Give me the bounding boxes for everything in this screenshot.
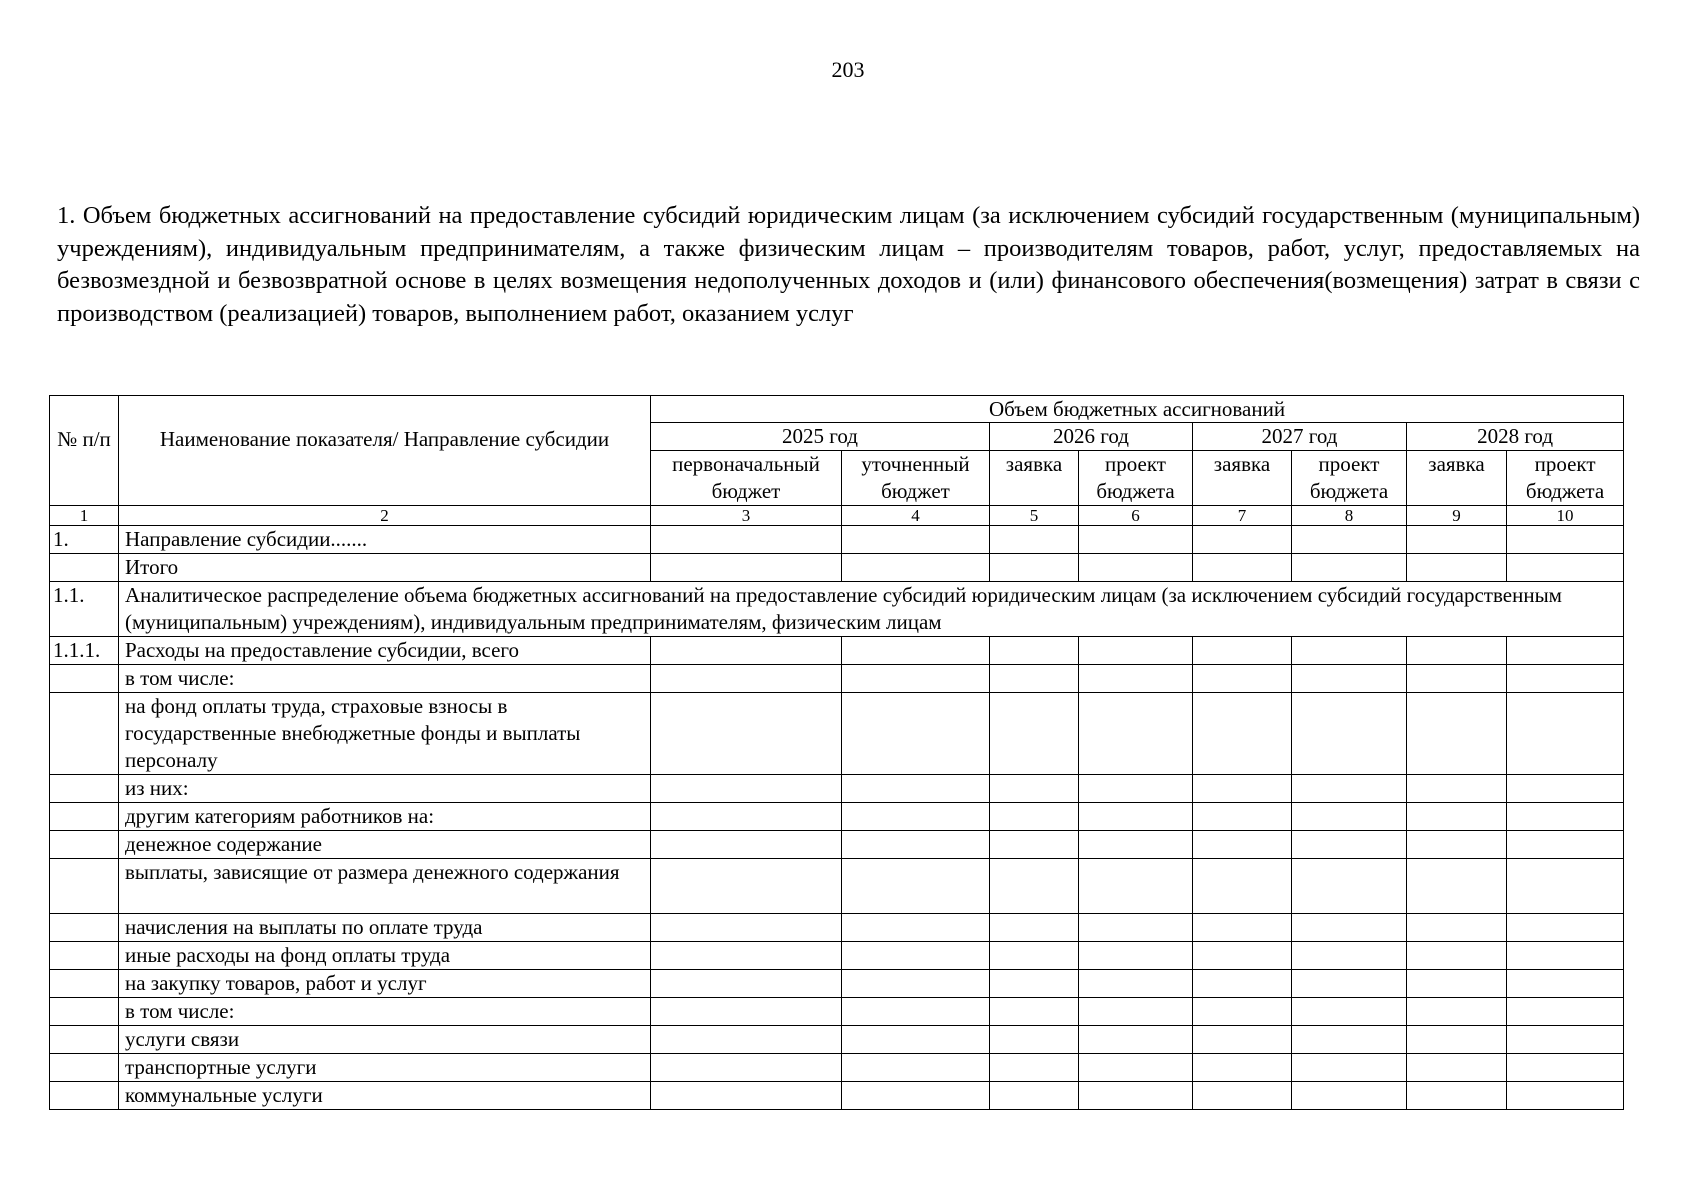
value-cell — [1292, 693, 1407, 775]
row-indicator-name: коммунальные услуги — [119, 1082, 651, 1110]
column-index: 2 — [119, 506, 651, 526]
column-index: 1 — [50, 506, 119, 526]
value-cell — [990, 803, 1079, 831]
value-cell — [990, 693, 1079, 775]
header-subcolumn: заявка — [990, 451, 1079, 506]
value-cell — [651, 942, 842, 970]
value-cell — [1193, 637, 1292, 665]
header-indicator-name: Наименование показателя/ Направление субсидии — [119, 396, 651, 506]
value-cell — [990, 665, 1079, 693]
value-cell — [1507, 942, 1624, 970]
value-cell — [990, 859, 1079, 914]
value-cell — [1292, 914, 1407, 942]
header-subcolumn: проект бюджета — [1292, 451, 1407, 506]
row-indicator-name: на фонд оплаты труда, страховые взносы в государственные внебюджетные фонды и выплаты персоналу — [119, 693, 651, 775]
value-cell — [651, 526, 842, 554]
column-index-row — [50, 506, 1624, 526]
value-cell — [651, 998, 842, 1026]
value-cell — [651, 693, 842, 775]
value-cell — [1507, 554, 1624, 582]
value-cell — [842, 637, 990, 665]
table-row — [50, 859, 1624, 914]
table-row — [50, 665, 1624, 693]
value-cell — [842, 1054, 990, 1082]
value-cell — [1079, 637, 1193, 665]
value-cell — [990, 942, 1079, 970]
row-number — [50, 1082, 119, 1110]
value-cell — [842, 998, 990, 1026]
value-cell — [842, 554, 990, 582]
value-cell — [1193, 1082, 1292, 1110]
value-cell — [1193, 914, 1292, 942]
header-subcolumn: уточненный бюджет — [842, 451, 990, 506]
column-index: 10 — [1507, 506, 1624, 526]
row-indicator-name: другим категориям работников на: — [119, 803, 651, 831]
value-cell — [651, 775, 842, 803]
value-cell — [1193, 693, 1292, 775]
value-cell — [1079, 1082, 1193, 1110]
value-cell — [842, 831, 990, 859]
row-number — [50, 693, 119, 775]
table-body — [50, 506, 1624, 1110]
row-number: 1. — [50, 526, 119, 554]
table-row — [50, 831, 1624, 859]
value-cell — [842, 970, 990, 998]
value-cell — [1193, 942, 1292, 970]
value-cell — [1079, 526, 1193, 554]
column-index: 7 — [1193, 506, 1292, 526]
value-cell — [1079, 914, 1193, 942]
value-cell — [1079, 693, 1193, 775]
value-cell — [651, 914, 842, 942]
page-number: 203 — [831, 57, 865, 82]
row-indicator-name: денежное содержание — [119, 831, 651, 859]
table-row — [50, 1026, 1624, 1054]
row-indicator-name: на закупку товаров, работ и услуг — [119, 970, 651, 998]
table-row — [50, 942, 1624, 970]
value-cell — [1079, 803, 1193, 831]
value-cell — [1079, 970, 1193, 998]
value-cell — [990, 637, 1079, 665]
value-cell — [1079, 859, 1193, 914]
value-cell — [1079, 998, 1193, 1026]
value-cell — [1193, 526, 1292, 554]
value-cell — [990, 1082, 1079, 1110]
row-indicator-name: Итого — [119, 554, 651, 582]
value-cell — [1292, 831, 1407, 859]
header-year-2025: 2025 год — [651, 423, 990, 451]
row-number — [50, 970, 119, 998]
value-cell — [651, 665, 842, 693]
row-number — [50, 665, 119, 693]
value-cell — [1507, 803, 1624, 831]
value-cell — [1407, 637, 1507, 665]
value-cell — [1507, 859, 1624, 914]
row-number — [50, 1026, 119, 1054]
value-cell — [842, 693, 990, 775]
table-row — [50, 554, 1624, 582]
header-year-2028: 2028 год — [1407, 423, 1624, 451]
header-subcolumn: заявка — [1407, 451, 1507, 506]
value-cell — [1407, 1026, 1507, 1054]
value-cell — [1292, 859, 1407, 914]
header-year-2027: 2027 год — [1193, 423, 1407, 451]
table-row — [50, 526, 1624, 554]
header-group-title: Объем бюджетных ассигнований — [651, 396, 1624, 423]
value-cell — [1193, 1054, 1292, 1082]
table-row — [50, 637, 1624, 665]
row-indicator-name: услуги связи — [119, 1026, 651, 1054]
row-number — [50, 1054, 119, 1082]
row-indicator-name: Аналитическое распределение объема бюджетных ассигнований на предоставление субсидий юридическим лицам (за исключением субсидий государственным (муниципальным) учреждениям), индивидуальным предпринимателям, физическим лицам — [119, 582, 1624, 637]
value-cell — [651, 803, 842, 831]
row-number — [50, 803, 119, 831]
row-number — [50, 859, 119, 914]
section-heading: 1. Объем бюджетных ассигнований на предоставление субсидий юридическим лицам (за исключением субсидий государственным (муниципальным) учреждениям), индивидуальным предпринимателям, а также физическим лицам – производителям товаров, работ, услуг, предоставляемых на безвозмездной и безвозвратной основе в целях возмещения недополученных доходов и (или) финансового обеспечения(возмещения) затрат в связи с производством (реализацией) товаров, выполнением работ, оказанием услуг — [57, 202, 1640, 327]
row-indicator-name: Направление субсидии....... — [119, 526, 651, 554]
row-number — [50, 914, 119, 942]
value-cell — [1079, 554, 1193, 582]
value-cell — [1292, 1054, 1407, 1082]
row-indicator-name: из них: — [119, 775, 651, 803]
value-cell — [1407, 914, 1507, 942]
table-row — [50, 970, 1624, 998]
value-cell — [651, 554, 842, 582]
value-cell — [1407, 859, 1507, 914]
value-cell — [1507, 693, 1624, 775]
row-number — [50, 831, 119, 859]
row-number: 1.1. — [50, 582, 119, 637]
value-cell — [651, 970, 842, 998]
value-cell — [1193, 998, 1292, 1026]
value-cell — [1507, 775, 1624, 803]
column-index: 6 — [1079, 506, 1193, 526]
row-indicator-name: Расходы на предоставление субсидии, всего — [119, 637, 651, 665]
table-row — [50, 803, 1624, 831]
value-cell — [1407, 1082, 1507, 1110]
header-year-2026: 2026 год — [990, 423, 1193, 451]
value-cell — [1407, 526, 1507, 554]
value-cell — [842, 665, 990, 693]
value-cell — [1407, 775, 1507, 803]
table-row — [50, 914, 1624, 942]
header-subcolumn: заявка — [1193, 451, 1292, 506]
value-cell — [1079, 665, 1193, 693]
column-index: 4 — [842, 506, 990, 526]
row-number — [50, 942, 119, 970]
header-subcolumn: проект бюджета — [1079, 451, 1193, 506]
value-cell — [651, 1026, 842, 1054]
row-indicator-name: транспортные услуги — [119, 1054, 651, 1082]
value-cell — [1507, 914, 1624, 942]
value-cell — [1292, 942, 1407, 970]
value-cell — [1407, 1054, 1507, 1082]
table-row — [50, 775, 1624, 803]
value-cell — [1193, 831, 1292, 859]
column-index: 3 — [651, 506, 842, 526]
value-cell — [842, 942, 990, 970]
value-cell — [1292, 526, 1407, 554]
value-cell — [990, 914, 1079, 942]
value-cell — [1507, 998, 1624, 1026]
value-cell — [990, 526, 1079, 554]
header-number: № п/п — [50, 396, 119, 506]
row-number — [50, 775, 119, 803]
value-cell — [1507, 526, 1624, 554]
value-cell — [1407, 803, 1507, 831]
value-cell — [1079, 942, 1193, 970]
budget-allocation-table — [49, 395, 1624, 1110]
value-cell — [842, 803, 990, 831]
value-cell — [1079, 831, 1193, 859]
value-cell — [1407, 665, 1507, 693]
table-row — [50, 582, 1624, 637]
column-index: 9 — [1407, 506, 1507, 526]
value-cell — [1407, 942, 1507, 970]
value-cell — [651, 831, 842, 859]
row-indicator-name: в том числе: — [119, 998, 651, 1026]
value-cell — [651, 1054, 842, 1082]
row-indicator-name: иные расходы на фонд оплаты труда — [119, 942, 651, 970]
value-cell — [1193, 554, 1292, 582]
value-cell — [1507, 1054, 1624, 1082]
value-cell — [1079, 1054, 1193, 1082]
value-cell — [842, 859, 990, 914]
value-cell — [1193, 665, 1292, 693]
value-cell — [1507, 970, 1624, 998]
value-cell — [1079, 1026, 1193, 1054]
value-cell — [1193, 859, 1292, 914]
value-cell — [1407, 554, 1507, 582]
table-row — [50, 998, 1624, 1026]
value-cell — [1507, 831, 1624, 859]
value-cell — [1193, 970, 1292, 998]
value-cell — [1292, 775, 1407, 803]
column-index: 5 — [990, 506, 1079, 526]
value-cell — [1079, 775, 1193, 803]
value-cell — [990, 998, 1079, 1026]
row-number — [50, 554, 119, 582]
value-cell — [1292, 1026, 1407, 1054]
row-indicator-name: в том числе: — [119, 665, 651, 693]
value-cell — [651, 1082, 842, 1110]
value-cell — [1407, 693, 1507, 775]
value-cell — [842, 914, 990, 942]
value-cell — [1292, 665, 1407, 693]
column-index: 8 — [1292, 506, 1407, 526]
table-row — [50, 1054, 1624, 1082]
value-cell — [990, 554, 1079, 582]
value-cell — [1292, 637, 1407, 665]
table-row — [50, 693, 1624, 775]
value-cell — [990, 1026, 1079, 1054]
row-indicator-name: выплаты, зависящие от размера денежного содержания — [119, 859, 651, 914]
value-cell — [1193, 775, 1292, 803]
value-cell — [1507, 665, 1624, 693]
value-cell — [651, 637, 842, 665]
row-indicator-name: начисления на выплаты по оплате труда — [119, 914, 651, 942]
value-cell — [1292, 970, 1407, 998]
header-subcolumn: первоначальный бюджет — [651, 451, 842, 506]
value-cell — [1292, 803, 1407, 831]
header-row-group — [50, 396, 1624, 423]
value-cell — [1407, 831, 1507, 859]
table-row — [50, 1082, 1624, 1110]
value-cell — [990, 970, 1079, 998]
value-cell — [1507, 1026, 1624, 1054]
value-cell — [1193, 1026, 1292, 1054]
value-cell — [842, 1026, 990, 1054]
value-cell — [1407, 998, 1507, 1026]
value-cell — [651, 859, 842, 914]
row-number — [50, 998, 119, 1026]
row-number: 1.1.1. — [50, 637, 119, 665]
value-cell — [1193, 803, 1292, 831]
value-cell — [1292, 554, 1407, 582]
value-cell — [842, 775, 990, 803]
value-cell — [1407, 970, 1507, 998]
value-cell — [990, 775, 1079, 803]
header-subcolumn: проект бюджета — [1507, 451, 1624, 506]
value-cell — [990, 831, 1079, 859]
value-cell — [842, 526, 990, 554]
value-cell — [1507, 1082, 1624, 1110]
value-cell — [1292, 1082, 1407, 1110]
value-cell — [1507, 637, 1624, 665]
value-cell — [842, 1082, 990, 1110]
value-cell — [1292, 998, 1407, 1026]
value-cell — [990, 1054, 1079, 1082]
